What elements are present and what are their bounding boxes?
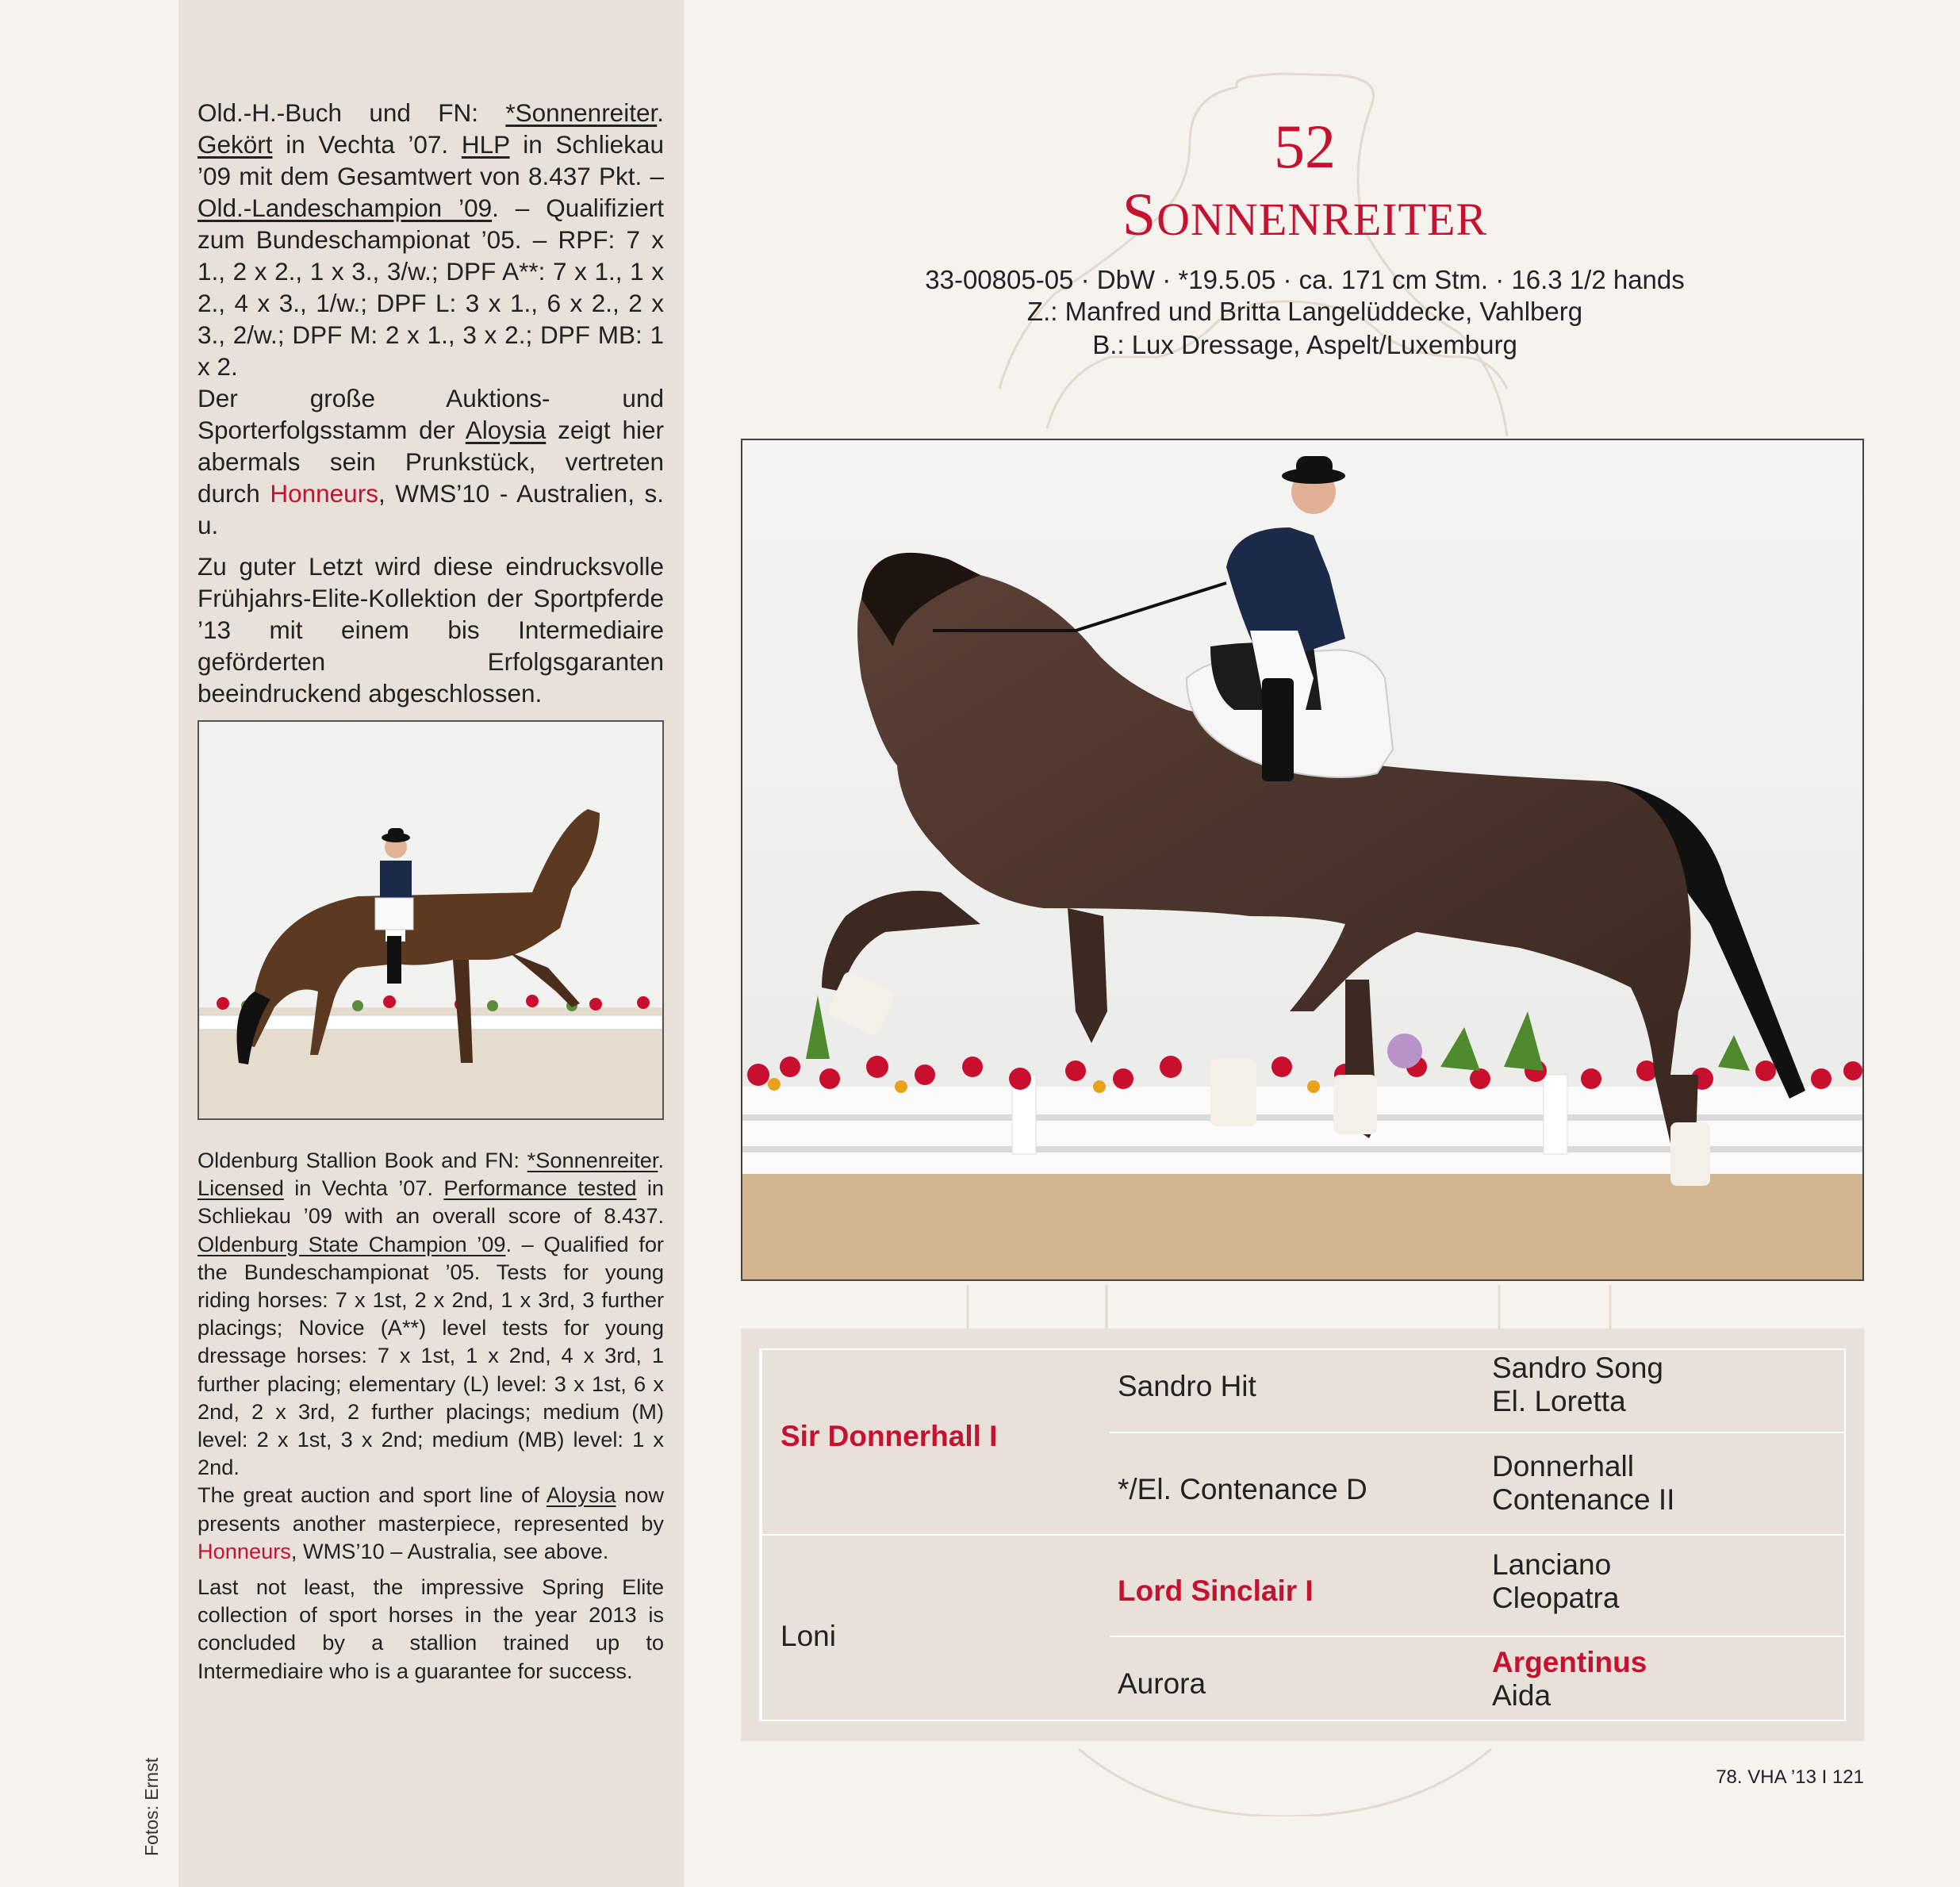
dam-sire-dam: Cleopatra: [1492, 1582, 1620, 1614]
sire-dam-dam: Contenance II: [1492, 1483, 1675, 1516]
dam-dam: Aurora: [1118, 1667, 1206, 1700]
german-paragraph-2: Zu guter Letzt wird diese eindrucksvolle Frühjahrs-Elite-Kollektion der Sportpferde ’13 mit einem bis Intermediaire geförderten Erfolgsgaranten beeindruckend abgeschlossen.: [198, 552, 664, 708]
sire-dam-sire: Donnerhall: [1492, 1450, 1634, 1482]
english-paragraph-2: Last not least, the impressive Spring Elite collection of sport horses in the year 2013 is concluded by a stallion trained up to Intermediaire who is a guarantee for success.: [198, 1574, 664, 1683]
dam: Loni: [781, 1620, 836, 1652]
pedigree-table: [741, 1329, 1864, 1741]
english-description: [198, 1146, 664, 1685]
german-description: [198, 97, 664, 709]
sire-sire: Sandro Hit: [1118, 1370, 1256, 1402]
sire-dam: */El. Contenance D: [1118, 1473, 1367, 1505]
lot-number: 52: [1274, 112, 1336, 181]
owner-line: B.: Lux Dressage, Aspelt/Luxemburg: [1092, 330, 1517, 359]
dam-dam-sire: Argentinus: [1492, 1646, 1647, 1678]
dam-sire-sire: Lanciano: [1492, 1548, 1612, 1581]
horse-name: SONNENREITER: [1122, 182, 1488, 248]
pedigree-grid: [759, 1348, 1846, 1721]
german-paragraph-1: Old.-H.-Buch und FN: *Sonnenreiter. Gekört in Vechta ’07. HLP in Schliekau ’09 mit dem Gesamtwert von 8.437 Pkt. – Old.-Landeschampion ’09. – Qualifiziert zum Bundeschampionat ’05. – RPF: 7 x 1., 2 x 2., 1 x 3., 3/w.; DPF A**: 7 x 1., 1 x 2., 4 x 3., 1/w.; DPF L: 3 x 1., 6 x 2., 2 x 3., 2/w.; DPF M: 2 x 1., 3 x 2.; DPF MB: 1 x 2. Der große Auktions- und Sporterfolgsstamm der Aloysia zeigt hier abermals sein Prunkstück, vertreten durch Honneurs, WMS’10 - Australien, s. u.: [198, 98, 664, 539]
dam-sire: Lord Sinclair I: [1118, 1574, 1314, 1607]
page-footer: 78. VHA ’13 I 121: [1716, 1766, 1864, 1788]
sire-sire-dam: El. Loretta: [1492, 1385, 1626, 1417]
breeder-line: Z.: Manfred und Britta Langelüddecke, Vahlberg: [1026, 297, 1583, 326]
english-paragraph-1: Oldenburg Stallion Book and FN: *Sonnenreiter. Licensed in Vechta ’07. Performance tested in Schliekau ’09 with an overall score of 8.437. Oldenburg State Champion ’09. – Qualified for the Bundeschampionat ’05. Tests for young riding horses: 7 x 1st, 2 x 2nd, 1 x 3rd, 3 further placings; Novice (A**) level tests for young dressage horses: 7 x 1st, 1 x 2nd, 4 x 3rd, 1 further placing; elementary (L) level: 3 x 1st, 6 x 2nd, 2 x 3rd, 2 further placings; medium (M) level: 2 x 1st, 3 x 2nd; medium (MB) level: 1 x 2nd. The great auction and sport line of Aloysia now presents another masterpiece, represented by Honneurs, WMS’10 – Australia, see above.: [198, 1148, 664, 1563]
horse-registration-details: 33-00805-05 · DbW · *19.5.05 · ca. 171 cm Stm. · 16.3 1/2 hands: [925, 265, 1685, 294]
sire-sire-sire: Sandro Song: [1492, 1352, 1664, 1384]
main-horse-photo: [741, 439, 1864, 1281]
sire: Sir Donnerhall I: [781, 1420, 998, 1452]
rider-thumbnail-photo: [198, 720, 664, 1120]
photo-credit: Fotos: Ernst: [141, 1758, 162, 1856]
dam-dam-dam: Aida: [1492, 1679, 1552, 1712]
